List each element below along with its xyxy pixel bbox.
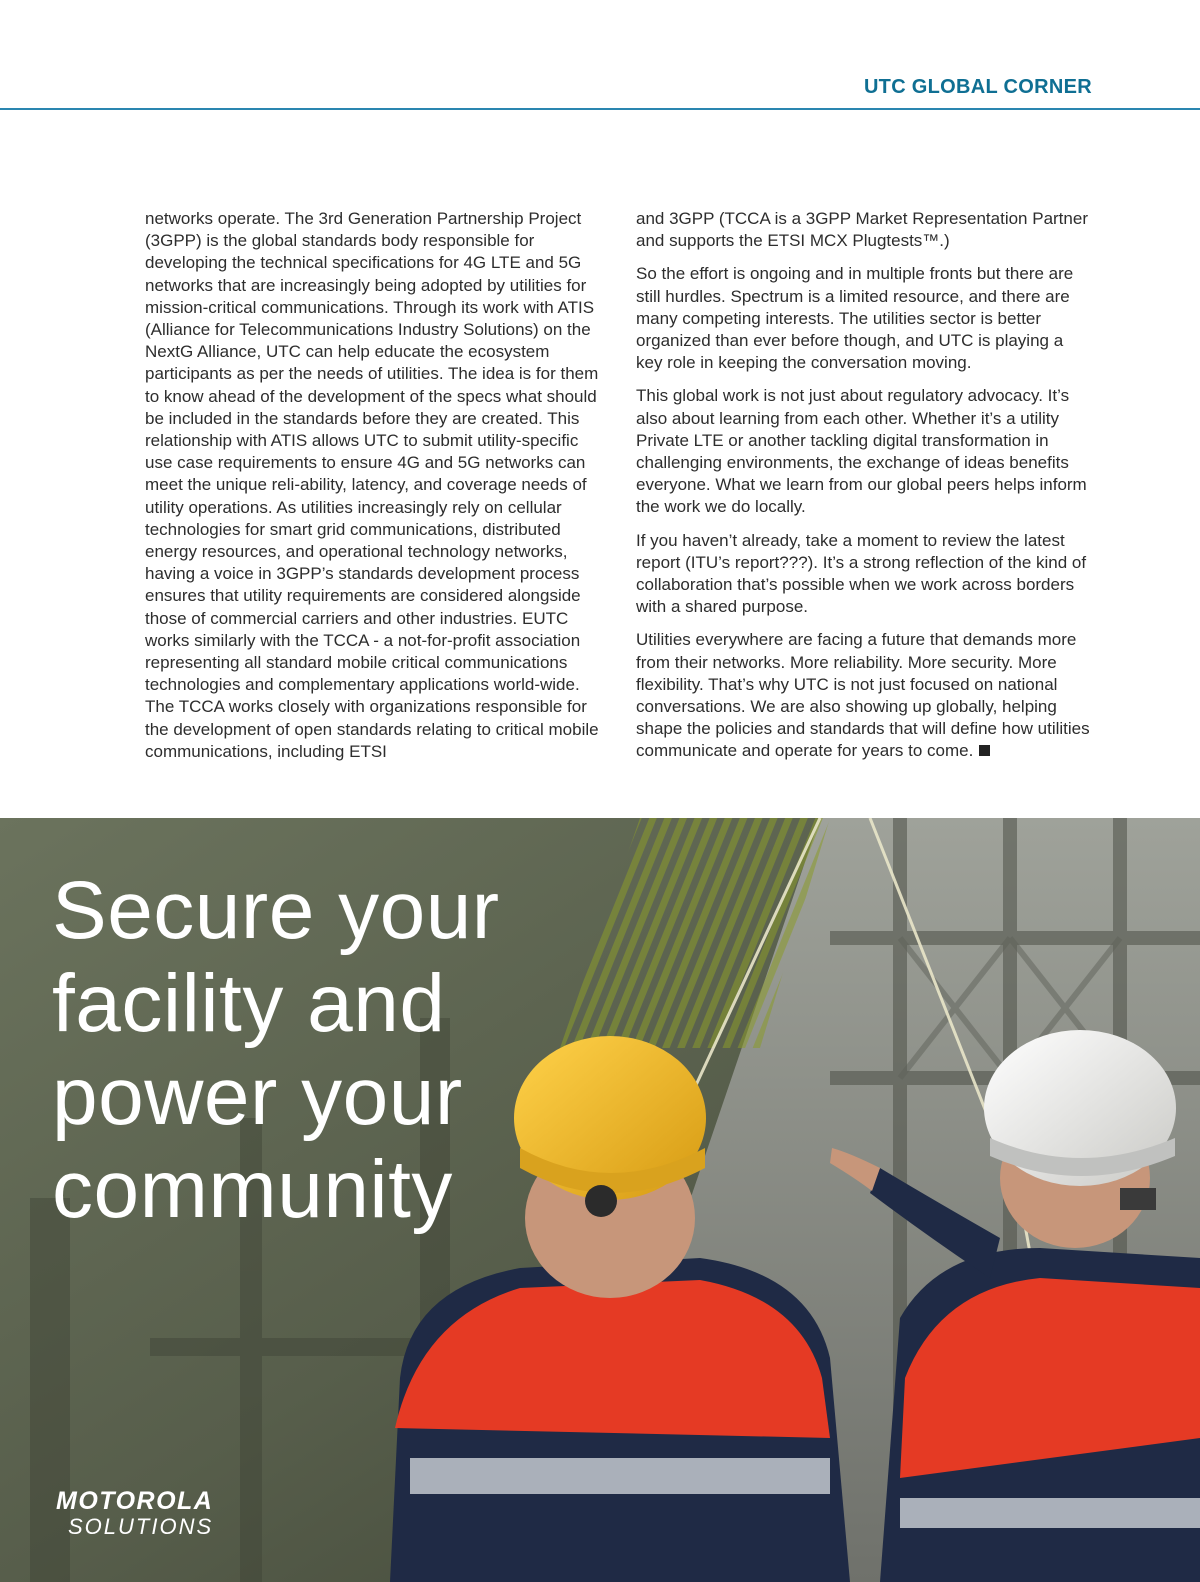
ad-headline-line: power your [52,1051,463,1142]
header-rule [0,108,1200,110]
article-paragraph: If you haven’t already, take a moment to review the latest report (ITU’s report???). It’s a strong reflection of the kind of collaboration that’s possible when we work across borders with a shared purpose. [636,530,1087,617]
brand-subtitle: SOLUTIONS [68,1514,214,1539]
article-paragraph: networks operate. The 3rd Generation Partnership Project (3GPP) is the global standards body responsible for developing the technical specifications for 4G LTE and 5G networks that are increasingly being adopted by utilities for mission-critical communications. Through its work with ATIS (Alliance for Telecommunications Industry Solutions) on the NextG Alliance, UTC can help educate the ecosystem participants as per the needs of utilities. The idea is for them to know ahead of the development of the specs what should be included in the standards before they are created. This relationship with ATIS allows UTC to submit utility-specific use case requirements to ensure 4G and 5G networks can meet the unique reli-ability, latency, and coverage needs of utility operations. As utilities increasingly rely on cellular technologies for smart grid communications, distributed energy resources, and operational technology networks, having a voice in 3GPP’s standards development process ensures that utility requirements are considered alongside those of commercial carriers and other industries. EUTC works similarly with the TCCA - a not-for-profit association representing all standard mobile critical communications technologies and complementary applications world-wide. The TCCA works closely with organizations responsible for the development of open standards relating to critical mobile communications, including ETSI [145,209,599,761]
last-paragraph-text: Utilities everywhere are facing a future that demands more from their networks. More reliability. More security. More flexibility. That’s why UTC is not just focused on national conversations. We are also showing up globally, helping shape the policies and standards that will define how utilities communicate and operate for years to come. [636,630,1090,761]
section-header-title: UTC GLOBAL CORNER [863,76,1092,98]
motorola-advertisement [0,818,1200,1582]
article-right-column [636,208,1091,774]
brand-name: MOTOROLA [56,1487,214,1515]
article-paragraph: and 3GPP (TCCA is a 3GPP Market Representation Partner and supports the ETSI MCX Plugtests™.) [636,209,1088,251]
article-paragraph [636,629,1091,762]
article-paragraph: So the effort is ongoing and in multiple fronts but there are still hurdles. Spectrum is a limited resource, and there are many competing interests. The utilities sector is better organized than ever before though, and UTC is playing a key role in keeping the conversation moving. [636,264,1074,373]
ad-headline-line: community [52,1144,453,1235]
ad-headline-line: facility and [52,958,446,1049]
end-of-article-mark [979,745,990,756]
ad-headline-line: Secure your [52,865,500,956]
article-paragraph: This global work is not just about regulatory advocacy. It’s also about learning from each other. Whether it’s a utility Private LTE or another tackling digital transformation in challenging environments, the exchange of ideas benefits everyone. What we learn from our global peers helps inform the work we do locally. [636,386,1087,517]
ad-headline [52,864,612,1236]
article-left-column [145,208,600,774]
